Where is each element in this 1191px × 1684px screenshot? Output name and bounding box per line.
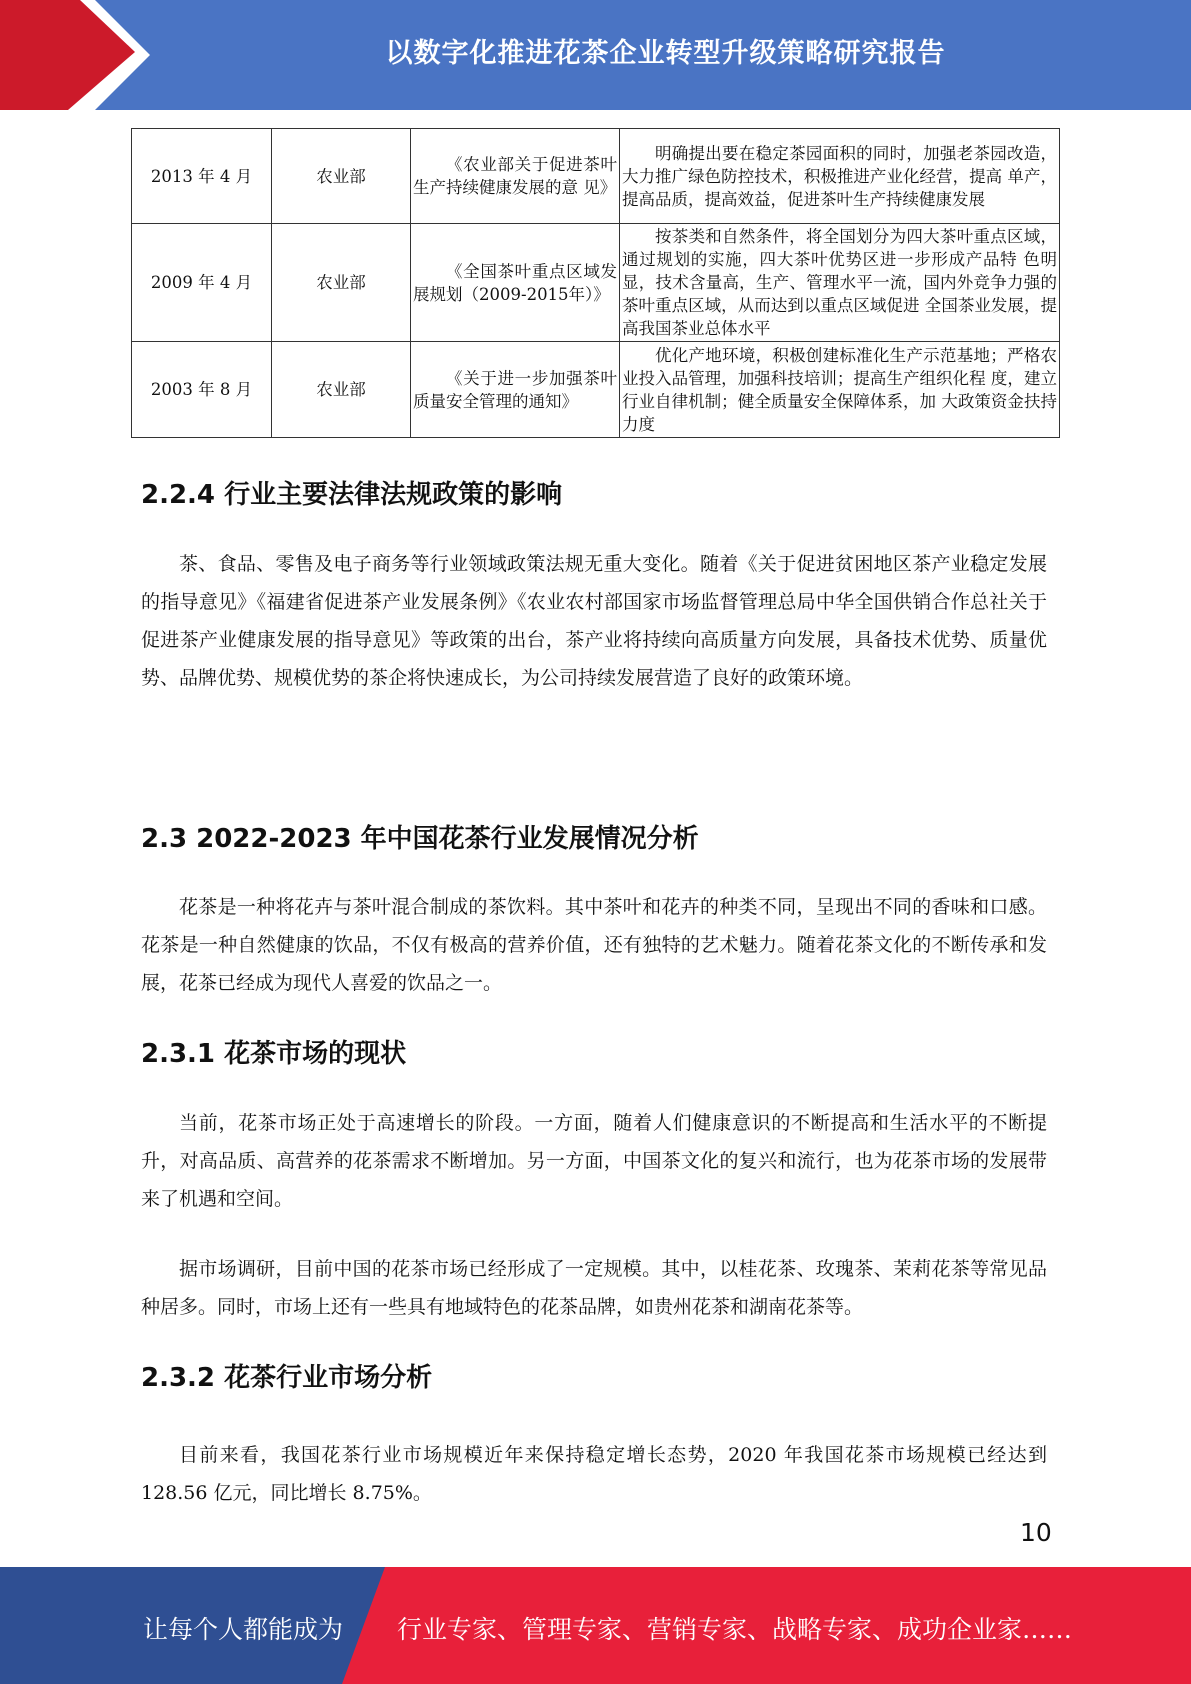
section-paragraph: 当前，花茶市场正处于高速增长的阶段。一方面，随着人们健康意识的不断提高和生活水平的不断提升，对高品质、高营养的花茶需求不断增加。另一方面，中国茶文化的复兴和流行，也为花茶市场的发展带来了机遇和空间。	[141, 1112, 1047, 1210]
table-cell-date: 2013 年 4 月	[132, 129, 272, 224]
section-heading-2-3-2: 2.3.2 花茶行业市场分析	[141, 1363, 433, 1393]
footer-slogan-right: 行业专家、管理专家、营销专家、战略专家、成功企业家……	[397, 1615, 1073, 1644]
table-cell-document: 《全国茶叶重点区域发 展规划（2009-2015年）》	[411, 224, 620, 342]
section-paragraph: 据市场调研，目前中国的花茶市场已经形成了一定规模。其中，以桂花茶、玫瑰茶、茉莉花茶等常见品种居多。同时，市场上还有一些具有地域特色的花茶品牌，如贵州花茶和湖南花茶等。	[141, 1258, 1047, 1318]
table-row	[132, 224, 1060, 342]
section-paragraph: 目前来看，我国花茶行业市场规模近年来保持稳定增长态势，2020 年我国花茶市场规模已经达到 128.56 亿元，同比增长 8.75%。	[141, 1444, 1047, 1504]
table-cell-department: 农业部	[272, 224, 411, 342]
footer-slogan-left: 让每个人都能成为	[143, 1615, 344, 1644]
table-cell-document: 《农业部关于促进茶叶 生产持续健康发展的意 见》	[411, 129, 620, 224]
table-cell-department: 农业部	[272, 129, 411, 224]
table-cell-document: 《关于进一步加强茶叶 质量安全管理的通知》	[411, 342, 620, 438]
section-heading-2-2-4: 2.2.4 行业主要法律法规政策的影响	[141, 480, 563, 510]
page-number: 10	[1020, 1518, 1052, 1547]
page-header	[0, 0, 1191, 110]
table-cell-content: 优化产地环境，积极创建标准化生产示范基地；严格农业投入品管理，加强科技培训；提高生产组织化程 度，建立行业自律机制；健全质量安全保障体系，加 大政策资金扶持力度	[620, 342, 1060, 438]
table-cell-content: 按茶类和自然条件，将全国划分为四大茶叶重点区域， 通过规划的实施，四大茶叶优势区进一步形成产品特 色明显，技术含量高，生产、管理水平一流，国内外竞争力强的茶叶重点区域，从而达到以重点区域促进 全国茶业发展，提高我国茶业总体水平	[620, 224, 1060, 342]
table-cell-content: 明确提出要在稳定茶园面积的同时，加强老茶园改造， 大力推广绿色防控技术，积极推进产业化经营，提高 单产，提高品质，提高效益，促进茶叶生产持续健康发展	[620, 129, 1060, 224]
section-paragraph: 花茶是一种将花卉与茶叶混合制成的茶饮料。其中茶叶和花卉的种类不同，呈现出不同的香味和口感。花茶是一种自然健康的饮品，不仅有极高的营养价值，还有独特的艺术魅力。随着花茶文化的不断传承和发展，花茶已经成为现代人喜爱的饮品之一。	[141, 896, 1047, 994]
section-heading-2-3: 2.3 2022-2023 年中国花茶行业发展情况分析	[141, 824, 699, 854]
header-arrow-decoration	[0, 0, 160, 110]
table-cell-date: 2003 年 8 月	[132, 342, 272, 438]
table-row	[132, 129, 1060, 224]
table-cell-department: 农业部	[272, 342, 411, 438]
report-title: 以数字化推进花茶企业转型升级策略研究报告	[385, 37, 946, 69]
table-row	[132, 342, 1060, 438]
table-cell-date: 2009 年 4 月	[132, 224, 272, 342]
section-heading-2-3-1: 2.3.1 花茶市场的现状	[141, 1039, 407, 1069]
section-paragraph: 茶、食品、零售及电子商务等行业领域政策法规无重大变化。随着《关于促进贫困地区茶产业稳定发展的指导意见》《福建省促进茶产业发展条例》《农业农村部国家市场监督管理总局中华全国供销合作总社关于促进茶产业健康发展的指导意见》等政策的出台，茶产业将持续向高质量方向发展，具备技术优势、质量优势、品牌优势、规模优势的茶企将快速成长，为公司持续发展营造了良好的政策环境。	[141, 553, 1047, 689]
policy-table	[131, 128, 1060, 438]
